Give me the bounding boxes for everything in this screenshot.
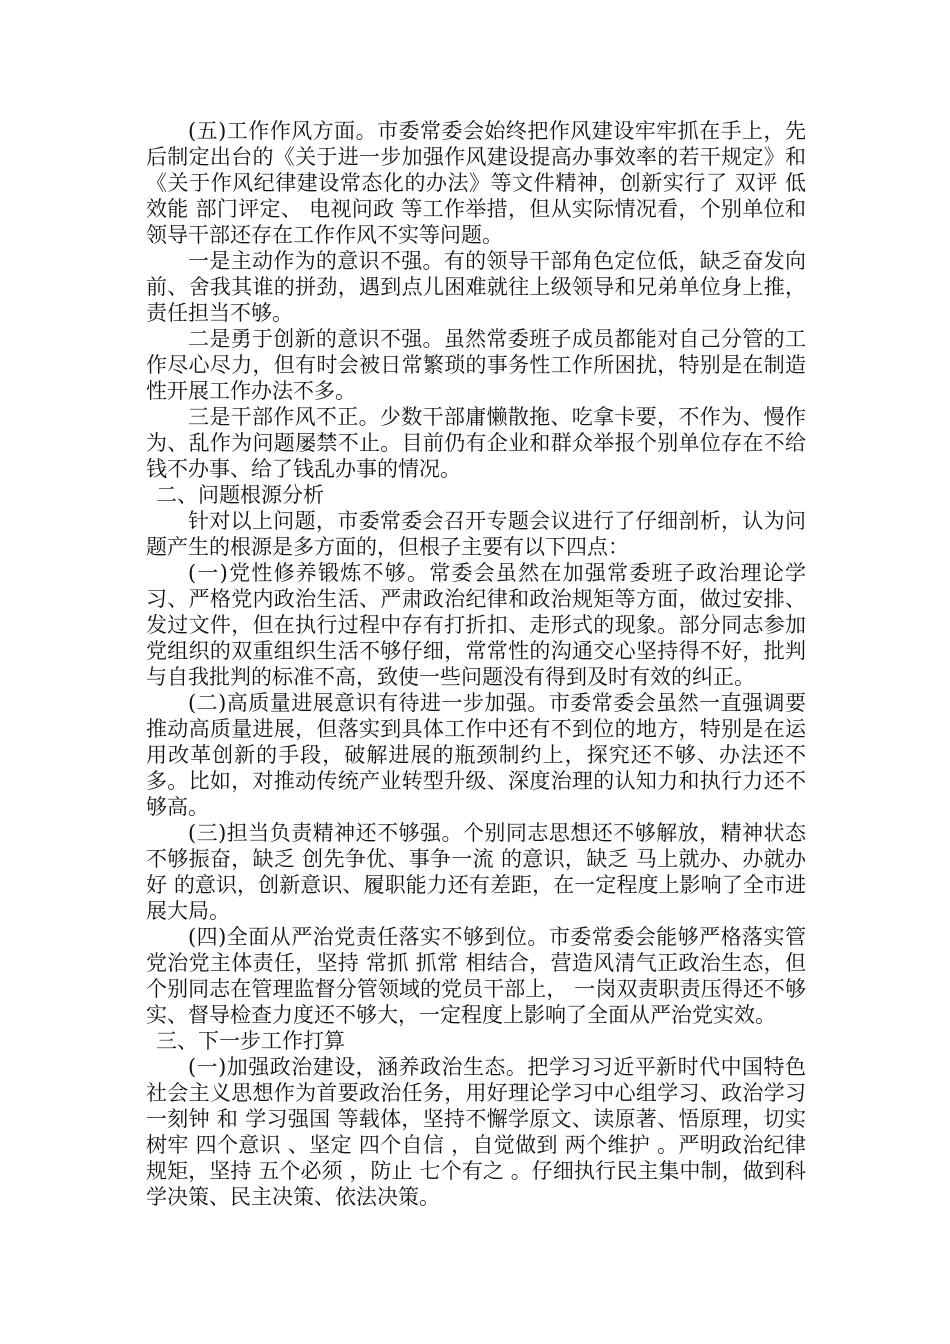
paragraph-strict-governance: (四)全面从严治党责任落实不够到位。市委常委会能够严格落实管党治党主体责任，坚持 常抓 抓常 相结合，营造风清气正政治生态，但个别同志在管理监督分管领域的党员干部上， 一岗双责职责压得还不够实、督导检查力度还不够大，一定程度上影响了全面从严治党实效。	[146, 925, 806, 1027]
paragraph-innovation: 二是勇于创新的意识不强。虽然常委班子成员都能对自己分管的工作尽心尽力，但有时会被日常繁琐的事务性工作所困扰，特别是在制造性开展工作办法不多。	[146, 327, 806, 403]
paragraph-initiative: 一是主动作为的意识不强。有的领导干部角色定位低，缺乏奋发向前、舍我其谁的拼劲，遇到点儿困难就往上级领导和兄弟单位身上推，责任担当不够。	[146, 249, 806, 325]
paragraph-responsibility: (三)担当负责精神还不够强。个别同志思想还不够解放，精神状态不够振奋，缺乏 创先争优、事争一流 的意识，缺乏 马上就办、办就办好 的意识，创新意识、履职能力还有差距，在一定程度上影响了全市进展大局。	[146, 821, 806, 923]
paragraph-party-spirit: (一)党性修养锻炼不够。常委会虽然在加强常委班子政治理论学习、严格党内政治生活、严肃政治纪律和政治规矩等方面，做过安排、发过文件，但在执行过程中存有打折扣、走形式的现象。部分同志参加党组织的双重组织生活不够仔细，常常性的沟通交心坚持得不好，批判与自我批判的标准不高，致使一些问题没有得到及时有效的纠正。	[146, 561, 806, 689]
paragraph-quality-development: (二)高质量进展意识有待进一步加强。市委常委会虽然一直强调要推动高质量进展，但落实到具体工作中还有不到位的地方，特别是在运用改革创新的手段，破解进展的瓶颈制约上，探究还不够、办法还不多。比如，对推动传统产业转型升级、深度治理的认知力和执行力还不够高。	[146, 691, 806, 819]
section-heading-root-cause: 二、问题根源分析	[156, 483, 324, 507]
section-heading-next-steps: 三、下一步工作打算	[156, 1029, 345, 1053]
paragraph-analysis-intro: 针对以上问题，市委常委会召开专题会议进行了仔细剖析，认为问题产生的根源是多方面的，但根子主要有以下四点：	[146, 509, 806, 559]
document-body	[146, 118, 806, 1210]
paragraph-cadre-style: 三是干部作风不正。少数干部庸懒散拖、吃拿卡要，不作为、慢作为、乱作为问题屡禁不止。目前仍有企业和群众举报个别单位存在不给钱不办事、给了钱乱办事的情况。	[146, 405, 806, 481]
paragraph-political-building: (一)加强政治建设，涵养政治生态。把学习习近平新时代中国特色社会主义思想作为首要政治任务，用好理论学习中心组学习、政治学习一刻钟 和 学习强国 等载体，坚持不懈学原文、读原著、悟原理，切实树牢 四个意识 、坚定 四个自信 ，自觉做到 两个维护 。严明政治纪律规矩，坚持 五个必须 ，防止 七个有之 。仔细执行民主集中制，做到科学决策、民主决策、依法决策。	[146, 1055, 806, 1209]
paragraph-work-style: (五)工作作风方面。市委常委会始终把作风建设牢牢抓在手上，先后制定出台的《关于进一步加强作风建设提高办事效率的若干规定》和《关于作风纪律建设常态化的办法》等文件精神，创新实行了 双评 低效能 部门评定、 电视问政 等工作举措，但从实际情况看，个别单位和领导干部还存在工作作风不实等问题。	[146, 119, 806, 247]
